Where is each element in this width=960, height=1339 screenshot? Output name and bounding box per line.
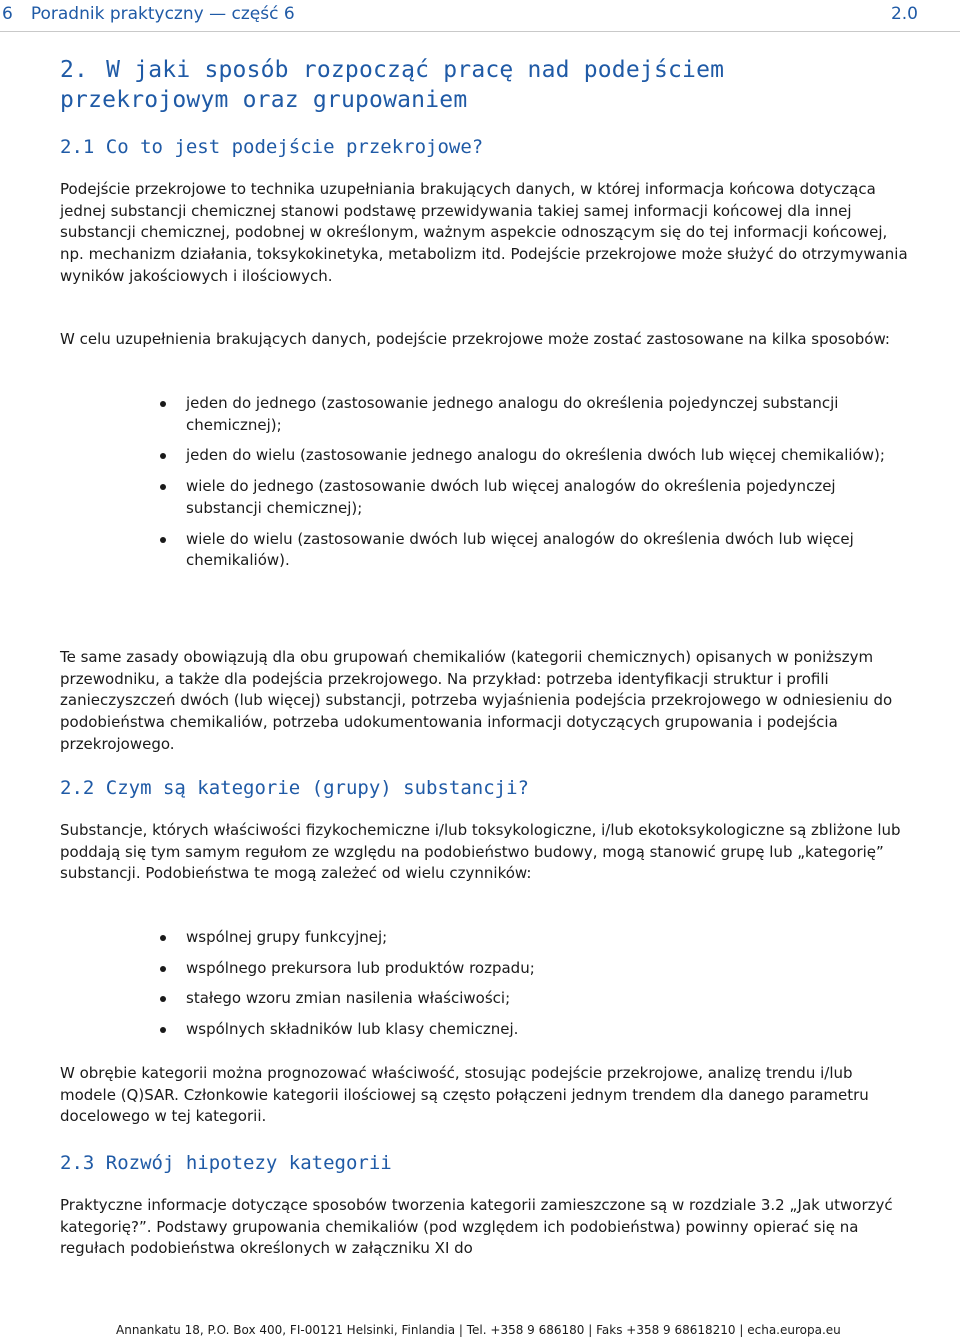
readacross-methods-list [160,393,900,572]
list-item: jeden do jednego (zastosowanie jednego analogu do określenia pojedynczej substancji chemicznej); [160,393,900,436]
list-item: jeden do wielu (zastosowanie jednego analogu do określenia dwóch lub więcej chemikaliów); [160,445,900,467]
bullet-icon [160,935,166,941]
list-item: wspólnej grupy funkcyjnej; [160,927,900,949]
bullet-icon [160,1027,166,1033]
subsection-heading-2-2: 2.2 Czym są kategorie (grupy) substancji? [60,777,529,799]
list-item: wspólnych składników lub klasy chemicznej. [160,1019,900,1041]
page-footer: Annankatu 18, P.O. Box 400, FI-00121 Helsinki, Finlandia | Tel. +358 9 686180 | Faks +358 9 68618210 | echa.europa.eu [116,1323,841,1337]
header-divider [0,31,960,32]
paragraph-category-prediction: W obrębie kategorii można prognozować właściwość, stosując podejście przekrojowe, analizę trendu i/lub modele (Q)SAR. Członkowie kategorii ilościowej są często połączeni jednym trendem dla danego parametru docelowego w tej kategorii. [60,1064,869,1126]
bullet-icon [160,453,166,459]
section-heading [60,55,900,115]
paragraph-same-rules: Te same zasady obowiązują dla obu grupowań chemikaliów (kategorii chemicznych) opisanych w poniższym przewodniku, a także dla podejścia przekrojowego. Na przykład: potrzeba identyfikacji struktur i profili zanieczyszczeń dwóch (lub więcej) substancji, potrzeba wyjaśnienia podejścia przekrojowego w odniesieniu do podobieństwa chemikaliów, potrzeba udokumentowania informacji dotyczących grupowania i podejścia przekrojowego. [60,648,893,753]
bullet-icon [160,966,166,972]
paragraph-hypothesis: Praktyczne informacje dotyczące sposobów tworzenia kategorii zamieszczone są w rozdziale 3.2 „Jak utworzyć kategorię?”. Podstawy grupowania chemikaliów (pod względem ich podobieństwa) powinny opierać się na regułach podobieństwa określonych w załączniku XI do [60,1196,893,1258]
paragraph-categories: Substancje, których właściwości fizykochemiczne i/lub toksykologiczne, i/lub ekotoksykologiczne są zbliżone lub poddają się tym samym regułom ze względu na podobieństwo budowy, mogą stanowić grupę lub „kategorię” substancji. Podobieństwa te mogą zależeć od wielu czynników: [60,821,901,883]
bullet-icon [160,401,166,407]
header-left [2,4,295,24]
paragraph-definition: Podejście przekrojowe to technika uzupełniania brakujących danych, w której informacja końcowa dotycząca jednej substancji chemicznej stanowi podstawę przewidywania takiej samej informacji końcowej dla innej substancji chemicznej, podobnej w określonym, ważnym aspekcie odnoszącym się do tej informacji końcowej, np. mechanizm działania, toksykokinetyka, metabolizm itd. Podejście przekrojowe może służyć do otrzymywania wyników jakościowych i ilościowych. [60,180,908,285]
list-item: wspólnego prekursora lub produktów rozpadu; [160,958,900,980]
list-item: stałego wzoru zmian nasilenia właściwości; [160,988,900,1010]
list-item: wiele do jednego (zastosowanie dwóch lub więcej analogów do określenia pojedynczej substancji chemicznej); [160,476,900,519]
paragraph-methods-intro: W celu uzupełnienia brakujących danych, podejście przekrojowe może zostać zastosowane na kilka sposobów: [60,330,890,348]
section-title: W jaki sposób rozpocząć pracę nad podejściem przekrojowym oraz grupowaniem [60,57,725,113]
document-version: 2.0 [890,4,918,24]
list-item: wiele do wielu (zastosowanie dwóch lub więcej analogów do określenia dwóch lub więcej chemikaliów). [160,529,900,572]
bullet-icon [160,484,166,490]
page-number: 6 [2,4,13,24]
similarity-factors-list [160,927,900,1041]
bullet-icon [160,996,166,1002]
page-header [0,4,918,30]
section-number: 2. [60,57,89,83]
bullet-icon [160,537,166,543]
subsection-heading-2-3: 2.3 Rozwój hipotezy kategorii [60,1152,392,1174]
subsection-heading-2-1: 2.1 Co to jest podejście przekrojowe? [60,136,484,158]
document-title: Poradnik praktyczny — część 6 [30,4,295,24]
